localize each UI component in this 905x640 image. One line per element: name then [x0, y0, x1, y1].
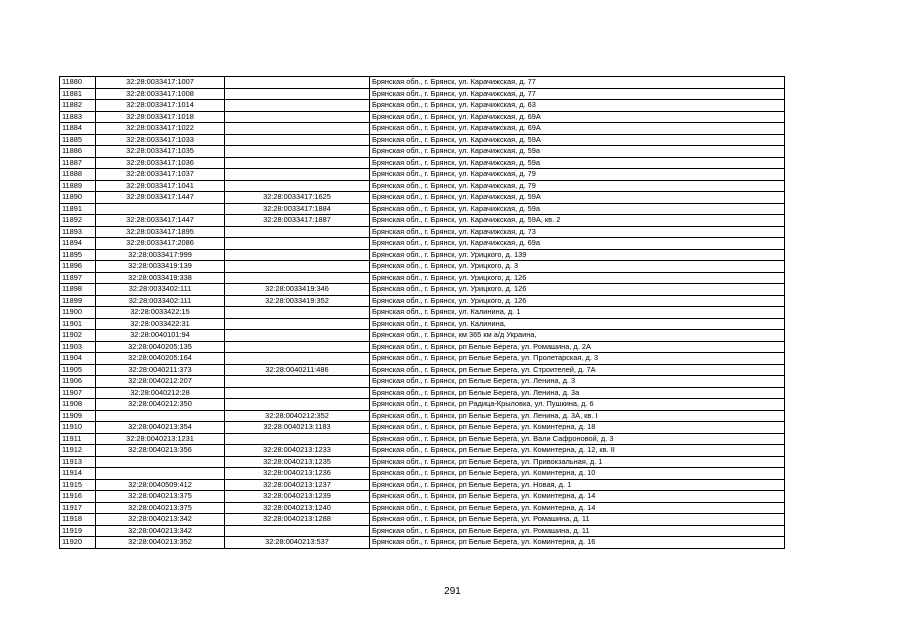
address-cell: Брянская обл., г. Брянск, ул. Карачижская, д. 77: [370, 77, 785, 89]
cadastral-number-cell: 32:28:0033417:1014: [96, 100, 225, 112]
address-cell: Брянская обл., г. Брянск, ул. Урицкого, д. 126: [370, 295, 785, 307]
cadastral-number-cell: 32:28:0040213:375: [96, 491, 225, 503]
table-row: [60, 261, 785, 273]
address-cell: Брянская обл., г. Брянск, ул. Карачижская, д. 79: [370, 180, 785, 192]
address-cell: Брянская обл., г. Брянск, ул. Карачижская, д. 69А: [370, 123, 785, 135]
cadastral-number-cell: [96, 456, 225, 468]
address-cell: Брянская обл., г. Брянск, рп Белые Берега, ул. Привокзальная, д. 1: [370, 456, 785, 468]
table-row: [60, 123, 785, 135]
row-number-cell: 11911: [60, 433, 96, 445]
address-cell: Брянская обл., г. Брянск, ул. Урицкого, д. 126: [370, 272, 785, 284]
address-cell: Брянская обл., г. Брянск, ул. Карачижская, д. 69а: [370, 238, 785, 250]
cadastral-number-cell: [96, 203, 225, 215]
cadastral-number-cell: 32:28:0040101:94: [96, 330, 225, 342]
registry-table: [59, 76, 785, 549]
address-cell: Брянская обл., г. Брянск, ул. Карачижская, д. 73: [370, 226, 785, 238]
related-cadastral-number-cell: [225, 111, 370, 123]
cadastral-number-cell: 32:28:0033417:1895: [96, 226, 225, 238]
related-cadastral-number-cell: [225, 123, 370, 135]
row-number-cell: 11913: [60, 456, 96, 468]
address-cell: Брянская обл., г. Брянск, рп Белые Берега, ул. Коминтерна, д. 18: [370, 422, 785, 434]
cadastral-number-cell: 32:28:0040213:1231: [96, 433, 225, 445]
row-number-cell: 11908: [60, 399, 96, 411]
row-number-cell: 11920: [60, 537, 96, 549]
related-cadastral-number-cell: 32:28:0040213:1233: [225, 445, 370, 457]
related-cadastral-number-cell: 32:28:0040213:1237: [225, 479, 370, 491]
row-number-cell: 11904: [60, 353, 96, 365]
table-row: [60, 468, 785, 480]
table-row: [60, 238, 785, 250]
row-number-cell: 11901: [60, 318, 96, 330]
row-number-cell: 11893: [60, 226, 96, 238]
address-cell: Брянская обл., г. Брянск, км 365 км а/д Украина,: [370, 330, 785, 342]
table-row: [60, 433, 785, 445]
related-cadastral-number-cell: [225, 169, 370, 181]
address-cell: Брянская обл., г. Брянск, ул. Урицкого, д. 3: [370, 261, 785, 273]
related-cadastral-number-cell: 32:28:0033419:352: [225, 295, 370, 307]
cadastral-number-cell: 32:28:0040212:28: [96, 387, 225, 399]
table-row: [60, 157, 785, 169]
table-row: [60, 399, 785, 411]
cadastral-number-cell: 32:28:0040213:342: [96, 514, 225, 526]
related-cadastral-number-cell: [225, 353, 370, 365]
row-number-cell: 11914: [60, 468, 96, 480]
related-cadastral-number-cell: [225, 376, 370, 388]
table-row: [60, 192, 785, 204]
related-cadastral-number-cell: [225, 433, 370, 445]
cadastral-number-cell: 32:28:0033419:338: [96, 272, 225, 284]
table-row: [60, 272, 785, 284]
row-number-cell: 11882: [60, 100, 96, 112]
cadastral-number-cell: [96, 410, 225, 422]
table-row: [60, 215, 785, 227]
row-number-cell: 11906: [60, 376, 96, 388]
row-number-cell: 11910: [60, 422, 96, 434]
table-row: [60, 364, 785, 376]
address-cell: Брянская обл., г. Брянск, рп Белые Берега, ул. Новая, д. 1: [370, 479, 785, 491]
row-number-cell: 11916: [60, 491, 96, 503]
row-number-cell: 11889: [60, 180, 96, 192]
table-row: [60, 479, 785, 491]
row-number-cell: 11918: [60, 514, 96, 526]
related-cadastral-number-cell: [225, 180, 370, 192]
related-cadastral-number-cell: [225, 330, 370, 342]
row-number-cell: 11885: [60, 134, 96, 146]
related-cadastral-number-cell: 32:28:0040213:537: [225, 537, 370, 549]
related-cadastral-number-cell: 32:28:0040213:1240: [225, 502, 370, 514]
related-cadastral-number-cell: 32:28:0033417:1625: [225, 192, 370, 204]
cadastral-number-cell: 32:28:0033417:1007: [96, 77, 225, 89]
row-number-cell: 11902: [60, 330, 96, 342]
address-cell: Брянская обл., г. Брянск, ул. Карачижская, д. 59а: [370, 203, 785, 215]
table-row: [60, 525, 785, 537]
row-number-cell: 11903: [60, 341, 96, 353]
row-number-cell: 11888: [60, 169, 96, 181]
related-cadastral-number-cell: [225, 88, 370, 100]
related-cadastral-number-cell: [225, 318, 370, 330]
row-number-cell: 11887: [60, 157, 96, 169]
table-row: [60, 422, 785, 434]
address-cell: Брянская обл., г. Брянск, рп Белые Берега, ул. Ромашина, д. 11: [370, 525, 785, 537]
related-cadastral-number-cell: 32:28:0040213:1239: [225, 491, 370, 503]
cadastral-number-cell: 32:28:0040213:352: [96, 537, 225, 549]
related-cadastral-number-cell: [225, 272, 370, 284]
table-row: [60, 445, 785, 457]
related-cadastral-number-cell: [225, 261, 370, 273]
related-cadastral-number-cell: [225, 146, 370, 158]
cadastral-number-cell: 32:28:0040212:207: [96, 376, 225, 388]
row-number-cell: 11881: [60, 88, 96, 100]
cadastral-number-cell: [96, 468, 225, 480]
address-cell: Брянская обл., г. Брянск, ул. Карачижская, д. 59А: [370, 134, 785, 146]
row-number-cell: 11919: [60, 525, 96, 537]
table-row: [60, 307, 785, 319]
cadastral-number-cell: 32:28:0033422:15: [96, 307, 225, 319]
related-cadastral-number-cell: [225, 341, 370, 353]
cadastral-number-cell: 32:28:0040211:373: [96, 364, 225, 376]
related-cadastral-number-cell: 32:28:0040212:352: [225, 410, 370, 422]
cadastral-number-cell: 32:28:0040213:354: [96, 422, 225, 434]
row-number-cell: 11915: [60, 479, 96, 491]
row-number-cell: 11891: [60, 203, 96, 215]
address-cell: Брянская обл., г. Брянск, рп Белые Берега, ул. Пролетарская, д. 3: [370, 353, 785, 365]
address-cell: Брянская обл., г. Брянск, рп Белые Берега, ул. Ленина, д. 3а: [370, 387, 785, 399]
related-cadastral-number-cell: [225, 77, 370, 89]
table-row: [60, 376, 785, 388]
row-number-cell: 11895: [60, 249, 96, 261]
related-cadastral-number-cell: [225, 249, 370, 261]
address-cell: Брянская обл., г. Брянск, ул. Урицкого, д. 126: [370, 284, 785, 296]
address-cell: Брянская обл., г. Брянск, ул. Калинина,: [370, 318, 785, 330]
table-row: [60, 88, 785, 100]
cadastral-number-cell: 32:28:0033417:1018: [96, 111, 225, 123]
table-row: [60, 100, 785, 112]
table-row: [60, 77, 785, 89]
cadastral-number-cell: 32:28:0040213:356: [96, 445, 225, 457]
table-row: [60, 284, 785, 296]
cadastral-number-cell: 32:28:0033417:1447: [96, 215, 225, 227]
table-row: [60, 491, 785, 503]
row-number-cell: 11883: [60, 111, 96, 123]
cadastral-number-cell: 32:28:0040205:164: [96, 353, 225, 365]
related-cadastral-number-cell: 32:28:0040213:1235: [225, 456, 370, 468]
row-number-cell: 11909: [60, 410, 96, 422]
related-cadastral-number-cell: 32:28:0033417:1884: [225, 203, 370, 215]
table-row: [60, 249, 785, 261]
related-cadastral-number-cell: [225, 307, 370, 319]
address-cell: Брянская обл., г. Брянск, рп Белые Берега, ул. Ленина, д. 3: [370, 376, 785, 388]
row-number-cell: 11890: [60, 192, 96, 204]
table-row: [60, 341, 785, 353]
address-cell: Брянская обл., г. Брянск, ул. Карачижская, д. 79: [370, 169, 785, 181]
row-number-cell: 11905: [60, 364, 96, 376]
row-number-cell: 11917: [60, 502, 96, 514]
related-cadastral-number-cell: [225, 100, 370, 112]
address-cell: Брянская обл., г. Брянск, ул. Карачижская, д. 59а: [370, 157, 785, 169]
cadastral-number-cell: 32:28:0040213:342: [96, 525, 225, 537]
cadastral-number-cell: 32:28:0033417:1036: [96, 157, 225, 169]
related-cadastral-number-cell: 32:28:0040213:1183: [225, 422, 370, 434]
related-cadastral-number-cell: 32:28:0040211:486: [225, 364, 370, 376]
cadastral-number-cell: 32:28:0033422:31: [96, 318, 225, 330]
table-row: [60, 537, 785, 549]
address-cell: Брянская обл., г. Брянск, рп Белые Берега, ул. Коминтерна, д. 16: [370, 537, 785, 549]
table-body: [60, 77, 785, 549]
row-number-cell: 11892: [60, 215, 96, 227]
address-cell: Брянская обл., г. Брянск, рп Белые Берега, ул. Коминтерна, д. 10: [370, 468, 785, 480]
row-number-cell: 11886: [60, 146, 96, 158]
row-number-cell: 11898: [60, 284, 96, 296]
cadastral-number-cell: 32:28:0040213:375: [96, 502, 225, 514]
cadastral-number-cell: 32:28:0033417:1022: [96, 123, 225, 135]
address-cell: Брянская обл., г. Брянск, рп Белые Берега, ул. Коминтерна, д. 14: [370, 491, 785, 503]
cadastral-number-cell: 32:28:0033417:1033: [96, 134, 225, 146]
table-row: [60, 169, 785, 181]
row-number-cell: 11880: [60, 77, 96, 89]
page-number: 291: [444, 586, 461, 597]
table-row: [60, 330, 785, 342]
row-number-cell: 11912: [60, 445, 96, 457]
related-cadastral-number-cell: [225, 387, 370, 399]
address-cell: Брянская обл., г. Брянск, ул. Карачижская, д. 63: [370, 100, 785, 112]
address-cell: Брянская обл., г. Брянск, ул. Калинина, д. 1: [370, 307, 785, 319]
related-cadastral-number-cell: [225, 525, 370, 537]
related-cadastral-number-cell: 32:28:0033417:1887: [225, 215, 370, 227]
cadastral-number-cell: 32:28:0040509:412: [96, 479, 225, 491]
cadastral-number-cell: 32:28:0033417:1041: [96, 180, 225, 192]
related-cadastral-number-cell: [225, 157, 370, 169]
cadastral-number-cell: 32:28:0033419:139: [96, 261, 225, 273]
related-cadastral-number-cell: 32:28:0033419:346: [225, 284, 370, 296]
row-number-cell: 11884: [60, 123, 96, 135]
row-number-cell: 11907: [60, 387, 96, 399]
address-cell: Брянская обл., г. Брянск, ул. Урицкого, д. 139: [370, 249, 785, 261]
address-cell: Брянская обл., г. Брянск, рп Радица-Крыловка, ул. Пушкина, д. 6: [370, 399, 785, 411]
address-cell: Брянская обл., г. Брянск, рп Белые Берега, ул. Строителей, д. 7А: [370, 364, 785, 376]
address-cell: Брянская обл., г. Брянск, ул. Карачижская, д. 59А: [370, 192, 785, 204]
cadastral-number-cell: 32:28:0040205:135: [96, 341, 225, 353]
table-row: [60, 111, 785, 123]
related-cadastral-number-cell: [225, 399, 370, 411]
cadastral-number-cell: 32:28:0033417:999: [96, 249, 225, 261]
table-row: [60, 226, 785, 238]
address-cell: Брянская обл., г. Брянск, ул. Карачижская, д. 69А: [370, 111, 785, 123]
cadastral-number-cell: 32:28:0033417:1035: [96, 146, 225, 158]
table-row: [60, 502, 785, 514]
table-row: [60, 410, 785, 422]
address-cell: Брянская обл., г. Брянск, рп Белые Берега, ул. Коминтерна, д. 12, кв. II: [370, 445, 785, 457]
cadastral-number-cell: 32:28:0033417:2086: [96, 238, 225, 250]
table-row: [60, 203, 785, 215]
cadastral-number-cell: 32:28:0033417:1447: [96, 192, 225, 204]
table-row: [60, 134, 785, 146]
address-cell: Брянская обл., г. Брянск, рп Белые Берега, ул. Вали Сафроновой, д. 3: [370, 433, 785, 445]
address-cell: Брянская обл., г. Брянск, рп Белые Берега, ул. Ромашина, д. 11: [370, 514, 785, 526]
related-cadastral-number-cell: [225, 226, 370, 238]
address-cell: Брянская обл., г. Брянск, рп Белые Берега, ул. Ленина, д. 3А, кв. I: [370, 410, 785, 422]
address-cell: Брянская обл., г. Брянск, ул. Карачижская, д. 59А, кв. 2: [370, 215, 785, 227]
address-cell: Брянская обл., г. Брянск, рп Белые Берега, ул. Коминтерна, д. 14: [370, 502, 785, 514]
address-cell: Брянская обл., г. Брянск, ул. Карачижская, д. 77: [370, 88, 785, 100]
row-number-cell: 11897: [60, 272, 96, 284]
cadastral-number-cell: 32:28:0033417:1008: [96, 88, 225, 100]
table-row: [60, 295, 785, 307]
cadastral-number-cell: 32:28:0033417:1037: [96, 169, 225, 181]
related-cadastral-number-cell: 32:28:0040213:1288: [225, 514, 370, 526]
address-cell: Брянская обл., г. Брянск, рп Белые Берега, ул. Ромашина, д. 2А: [370, 341, 785, 353]
address-cell: Брянская обл., г. Брянск, ул. Карачижская, д. 59а: [370, 146, 785, 158]
table-row: [60, 514, 785, 526]
related-cadastral-number-cell: [225, 238, 370, 250]
table-row: [60, 387, 785, 399]
table-row: [60, 180, 785, 192]
related-cadastral-number-cell: 32:28:0040213:1236: [225, 468, 370, 480]
table-row: [60, 353, 785, 365]
cadastral-number-cell: 32:28:0040212:350: [96, 399, 225, 411]
row-number-cell: 11899: [60, 295, 96, 307]
cadastral-number-cell: 32:28:0033402:111: [96, 284, 225, 296]
row-number-cell: 11900: [60, 307, 96, 319]
table-row: [60, 318, 785, 330]
related-cadastral-number-cell: [225, 134, 370, 146]
row-number-cell: 11894: [60, 238, 96, 250]
table-row: [60, 146, 785, 158]
cadastral-number-cell: 32:28:0033402:111: [96, 295, 225, 307]
row-number-cell: 11896: [60, 261, 96, 273]
table-row: [60, 456, 785, 468]
